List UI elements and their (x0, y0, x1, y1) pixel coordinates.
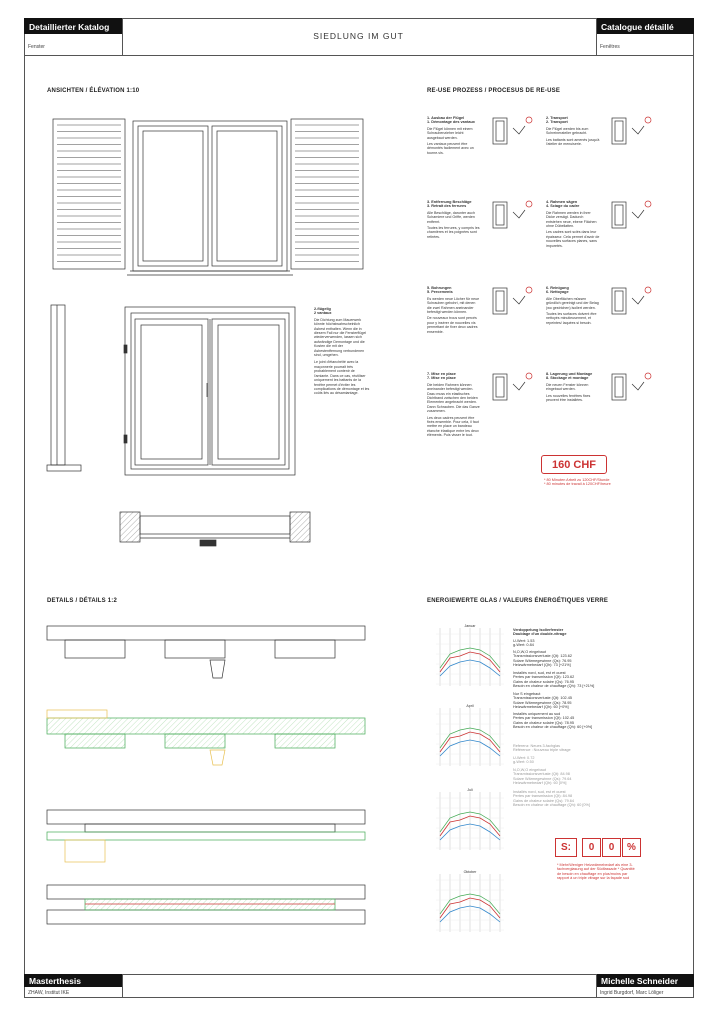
price-badge: 160 CHF (541, 455, 607, 474)
reuse-step-1 (427, 116, 481, 155)
energy-r3-l2: Gains de chaleur solaire (Qs): 79.64 (513, 798, 574, 803)
step-text-fr: Toutes les ferrures, y compris les charnières et les poignées sont retirées. (427, 226, 480, 239)
elevation-double-window (45, 305, 305, 485)
reuse-step-8 (546, 372, 600, 402)
reuse-step-6 (546, 286, 600, 325)
reuse-step-4 (546, 200, 600, 248)
energy-b4-l2: Solare Wärmegewinne (Qs): 78.95 (513, 700, 572, 705)
s-box-digit-1: 0 (582, 838, 601, 857)
energy-b5-title: Installés uniquement au sud (513, 712, 561, 716)
step-title-de: 5. Bohrungen (427, 286, 452, 290)
section-energy: ENERGIEWERTE GLAS / VALEURS ÉNERGÉTIQUES VERRE (427, 598, 609, 604)
step-text-fr: Les nouvelles fenêtres fixes peuvent être installées. (546, 393, 591, 403)
step-title-de: 4. Rahmen sägen (546, 200, 578, 204)
section-elevations: ANSICHTEN / ÉLÉVATION 1:10 (47, 88, 140, 94)
price-note (544, 478, 611, 487)
energy-b1-sub: Doublage d'un double-vitrage (513, 632, 567, 637)
step-title-fr: 3. Retrait des ferrures (427, 204, 467, 209)
energy-r2-title: N,O,W,O eingebaut (513, 768, 546, 772)
footer-divider (24, 974, 694, 975)
energy-b4-l3: Heizwärmebedarf (Qh): 60 [+0%] (513, 705, 569, 710)
energy-block-1 (513, 628, 603, 648)
footer-right-box (596, 974, 597, 998)
header-right-title: Catalogue détaillé (596, 18, 694, 34)
step-title-fr: 8. Stockage et montage (546, 376, 589, 381)
step-text-fr: Les battants sont amenés jusqu'à l'atelier de menuiserie. (546, 137, 600, 147)
header-divider (24, 55, 694, 56)
step-title-de: 6. Reinigung (546, 286, 569, 290)
energy-r3-l3: Besoin en chaleur de chauffage (Qh): 60 [0%] (513, 803, 590, 808)
energy-b5-l3: Besoin en chaleur de chauffage (Qh): 60 [+0%] (513, 725, 593, 730)
window-note-fr: Le joint d'étanchéité avec la maçonnerie pourrait très probablement contenir de l'amiante. Dans ce cas, réutiliser uniquement les battants de la fenêtre permet d'éviter les complications de démontage et les coûts liés au désamiantage. (314, 360, 370, 396)
section-reuse: RE-USE PROZESS / PROCESUS DE RE-USE (427, 88, 561, 94)
step-icon-7 (487, 370, 535, 404)
price-note-de: * 80 Minuten Arbeit zu 120CHF/Stunde (544, 478, 610, 482)
energy-block-5 (513, 712, 603, 730)
step-icon-2 (606, 114, 654, 148)
energy-b2-l3: Heizwärmebedarf (Qh): 73 [+21%] (513, 663, 571, 668)
step-text-de: Alle Beschläge, darunter auch Scharniere und Griffe, werden entfernt. (427, 210, 475, 224)
energy-chart-3 (436, 792, 504, 850)
step-title-de: 3. Entfernung Beschläge (427, 200, 472, 204)
energy-r2-l1: Transmissionsverluste (Qt): 84.98 (513, 772, 570, 777)
month-label-4: Oktober (463, 870, 477, 874)
window-note-title2: 2 vantaux (314, 311, 332, 316)
s-box-label: S: (555, 838, 577, 857)
step-text-de: Die beiden Rahmen können aneinander befestigt werden. Dazu muss ein elastisches Dichtband zwischen den beiden Elementen angebracht werden. Dann Schrauben. Die das Ganze zusammen. (427, 382, 480, 414)
energy-charts (430, 620, 510, 950)
step-text-de: Alle Oberflächen müssen gründlich gereinigt und der Belag (wo gestrichen) isoliert werden. (546, 296, 599, 310)
s-box-percent: % (622, 838, 641, 857)
step-title-de: 1. Ausbau der Flügel (427, 116, 465, 120)
step-title-fr: 6. Nettoyage (546, 290, 569, 295)
energy-ref-title: Referenz: Neues 3-fachglas (513, 744, 561, 748)
step-title-fr: 7. Mise en place (427, 376, 456, 381)
step-title-fr: 5. Percements (427, 290, 453, 295)
step-text-de: Es werden neue Löcher für neue Schrauben gebohrt, mit denen die zwei Rahmen aneinander befestigt werden können. (427, 296, 480, 315)
step-icon-3 (487, 198, 535, 232)
energy-block-4 (513, 692, 603, 710)
footer-left-sub: ZHAW, Institut IKE (28, 990, 70, 996)
step-icon-5 (487, 284, 535, 318)
energy-b2-title: N,O,W,O eingebaut (513, 650, 546, 654)
step-text-fr: Toutes les surfaces doivent être nettoyés minutieusement, et repeintes/ laquées si besoin. (546, 312, 597, 325)
step-title-de: 7. Mise en place (427, 372, 456, 376)
step-text-fr: Les cadres sont sciés dans leur épaisseur. Cela permet d'avoir de nouvelles surfaces planes, sans impuretés. (546, 230, 600, 248)
step-title-de: 8. Lagerung und Montage (546, 372, 593, 376)
step-text-de: Die neuen Fenster können eingebaut werden. (546, 382, 589, 392)
window-note (314, 307, 370, 396)
energy-b1-u: U-Wert: 1.53 (513, 638, 535, 643)
header-left-sub: Fenster (28, 44, 45, 50)
elevation-section-plan (120, 508, 310, 558)
footer-left-box (122, 974, 123, 998)
energy-b4-l1: Transmissionsverluste (Qt): 102.45 (513, 696, 572, 701)
month-label-2: April (466, 704, 474, 708)
energy-ref-block-2 (513, 768, 603, 786)
energy-b5-l2: Gains de chaleur solaire (Qs): 78.95 (513, 720, 574, 725)
energy-b2-l2: Solare Wärmegewinne (Qs): 76.95 (513, 658, 572, 663)
step-icon-8 (606, 370, 654, 404)
step-text-de: Die Flügel werden bis zum Schreineratelier gebracht. (546, 126, 589, 136)
price-note-fr: * 80 minutes de travail à 120CHF/heure (544, 482, 611, 487)
step-text-de: Die Flügel können mit einem Schraubenzieher leicht ausgebaut werden. (427, 126, 473, 140)
reuse-step-7 (427, 372, 481, 438)
step-title-de: 2. Transport (546, 116, 568, 120)
energy-block-2 (513, 650, 603, 668)
step-icon-4 (606, 198, 654, 232)
energy-ref-u: U-Wert: 0.72 (513, 755, 535, 760)
s-box-digit-2: 0 (602, 838, 621, 857)
footer-left-title: Masterthesis (24, 974, 122, 987)
window-note-title1: 2-flügelig (314, 307, 331, 311)
header-left-title: Detaillierter Katalog (24, 18, 122, 34)
page-title: SIEDLUNG IM GUT (313, 31, 404, 41)
step-icon-1 (487, 114, 535, 148)
energy-r3-l1: Pertes par transmission (Qt): 84.98 (513, 794, 573, 799)
energy-r2-l3: Heizwärmebedarf (Qh): 60 [0%] (513, 781, 567, 786)
s-note: * Mehr/Weniger Heizwärmebedarf als eine 3-fachverglasung auf der Südfassade * Quantité de besoin en chauffage en plus/moins par rapport à un triple vitrage sur la façade sud (557, 863, 635, 881)
energy-ref-sub: Référence : Nouveau triple vitrage (513, 748, 571, 753)
step-text-fr: De nouveaux trous sont percés pour y insérer de nouvelles vis permettant de fixer deux cadres ensemble. (427, 316, 478, 334)
header-left-box (122, 18, 123, 55)
energy-r3-title: Installés nord, sud, est et ouest (513, 790, 566, 794)
section-details: DETAILS / DÉTAILS 1:2 (47, 598, 117, 604)
reuse-step-5 (427, 286, 481, 334)
reuse-step-2 (546, 116, 600, 146)
header-right-box (596, 18, 597, 55)
energy-b5-l1: Pertes par transmission (Qt): 102.45 (513, 716, 575, 721)
energy-b1-g: g-Wert: 0.84 (513, 643, 534, 648)
energy-chart-1 (436, 628, 504, 686)
energy-ref-g: g-Wert: 0.50 (513, 760, 534, 765)
energy-b3-l1: Pertes par transmission (Qt): 123.62 (513, 675, 575, 680)
energy-chart-4 (436, 874, 504, 932)
step-text-fr: Les deux cadres peuvent être fixés ensemble. Pour cela, il faut mettre en place un bandeau étanche élastique entre les deux éléments. Puis visser le tout. (427, 415, 479, 438)
window-note-de: Die Dichtung zum Mauerwerk könnte höchstwahrscheinlich Asbest enthalten. Wenn die in diesem Fall nur die Fensterflügel wiederverwenden, lassen sich aufwändige Demontage und die Kosten die mit der Asbestentfernung verbundenen sind, umgehen. (314, 317, 367, 358)
energy-b4-title: Nur S eingebaut (513, 692, 541, 696)
step-text-fr: Les vantaux peuvent être démontés facilement avec un tourne-vis. (427, 142, 474, 155)
header-right-sub: Fenêtres (600, 44, 620, 50)
detail-drawings (45, 620, 370, 950)
step-title-fr: 1. Démontage des vantaux (427, 120, 475, 125)
month-label-1: Januar (464, 624, 476, 628)
energy-b3-l3: Besoin en chaleur de chauffage (Qh): 73 [+21%] (513, 684, 595, 689)
footer-right-sub: Ingrid Burgdorf, Marc Löliger (600, 990, 664, 996)
energy-ref-block (513, 744, 603, 765)
footer-right-title: Michelle Schneider (596, 974, 694, 987)
elevation-shutter-window (45, 115, 400, 275)
energy-chart-2 (436, 708, 504, 766)
month-label-3: Juli (467, 788, 473, 792)
step-title-fr: 2. Transport (546, 120, 568, 125)
energy-b3-l2: Gains de chaleur solaire (Qs): 76.95 (513, 679, 574, 684)
reuse-step-3 (427, 200, 481, 239)
step-text-de: Die Rahmen werden in ihrer Dicke zersägt. Dadurch entstehen neue, ebene Flächen ohne Dübellatten. (546, 210, 597, 229)
energy-b3-title: Installés nord, sud, est et ouest (513, 671, 566, 675)
step-icon-6 (606, 284, 654, 318)
energy-block-3 (513, 671, 603, 689)
energy-b2-l1: Transmissionsverluste (Qt): 123.62 (513, 654, 572, 659)
energy-r2-l2: Solare Wärmegewinne (Qs): 79.64 (513, 776, 572, 781)
energy-b1-title: Verdoppelung Isolierfenster (513, 628, 564, 632)
step-title-fr: 4. Sciage du cadre (546, 204, 580, 209)
energy-ref-block-3 (513, 790, 603, 808)
